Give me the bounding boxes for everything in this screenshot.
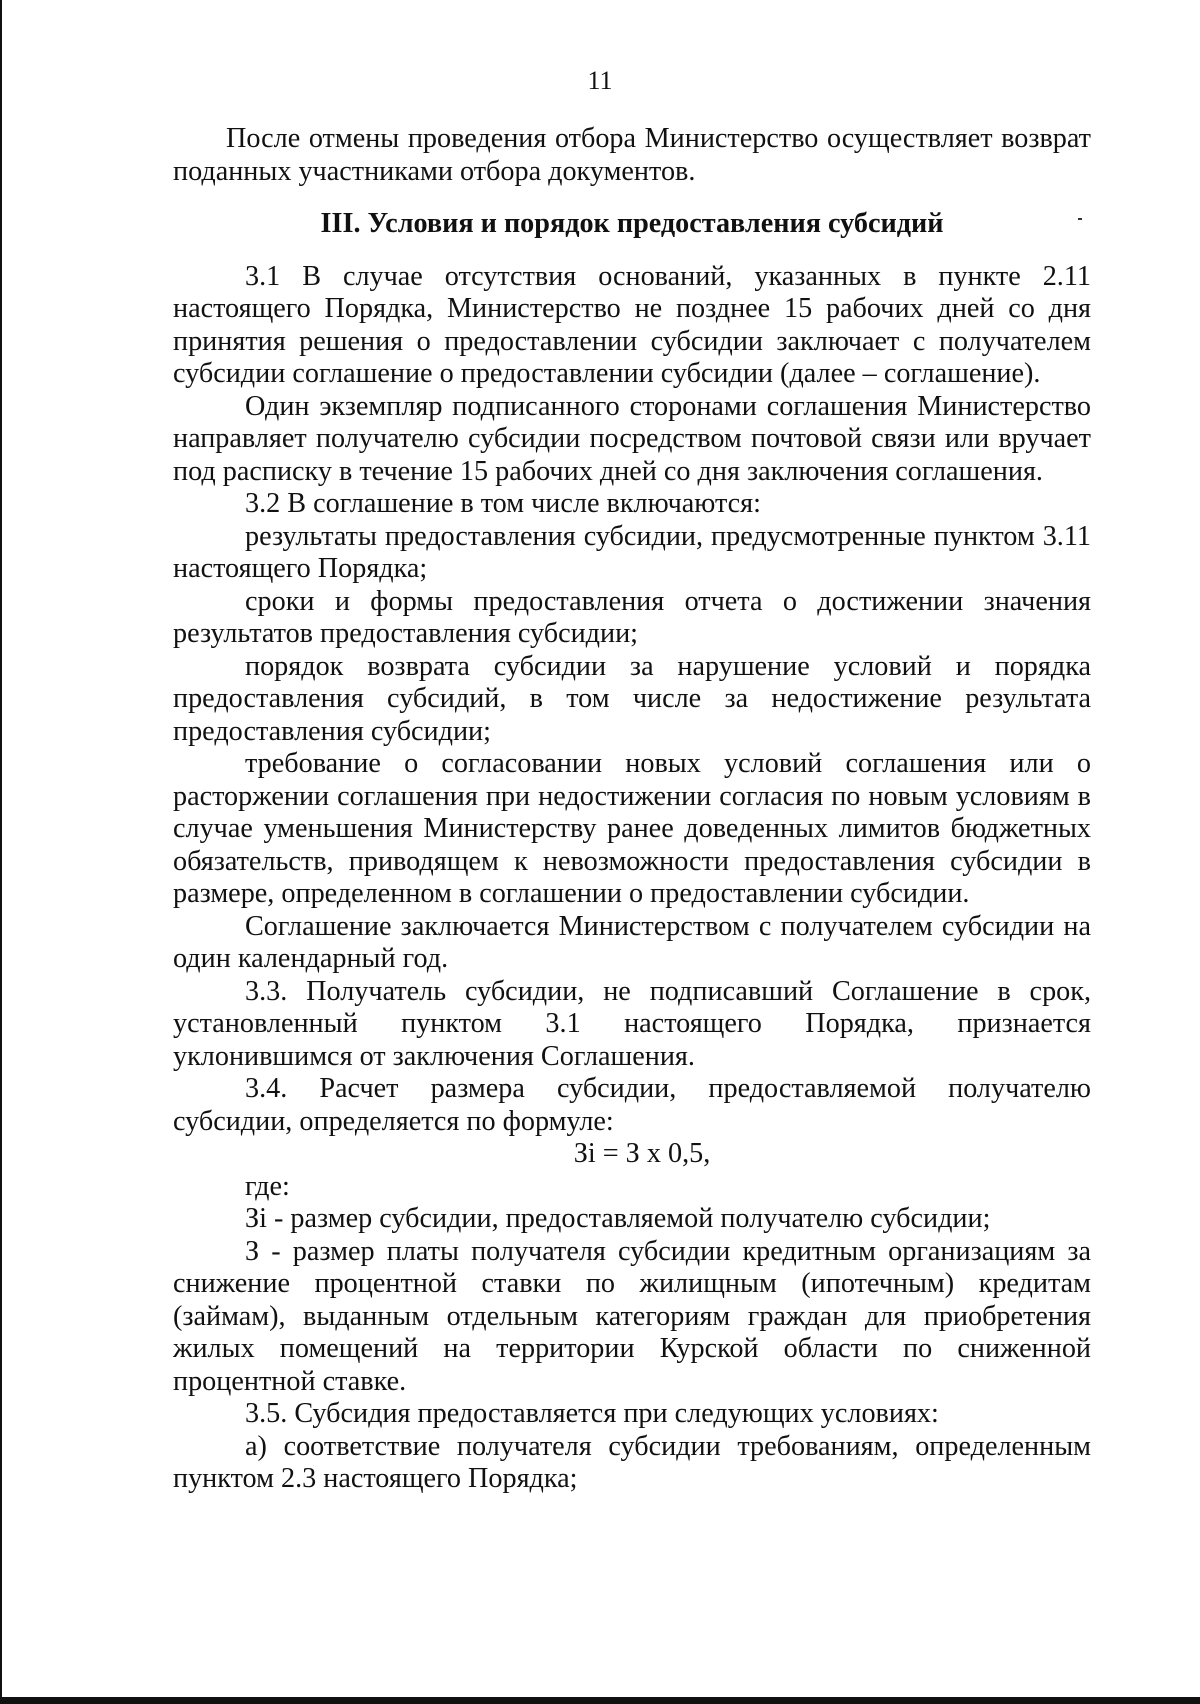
subsidy-formula: Зi = З х 0,5, <box>573 1138 711 1169</box>
paragraph-3-1: 3.1 В случае отсутствия оснований, указанных в пункте 2.11 настоящего Порядка, Министерство не позднее 15 рабочих дней со дня принятия решения о предоставлении субсидии заключает с получателем субсидии соглашение о предоставлении субсидии (далее – соглашение). <box>173 260 1091 389</box>
paragraph-3-5: 3.5. Субсидия предоставляется при следующих условиях: <box>245 1398 939 1429</box>
intro-paragraph: После отмены проведения отбора Министерство осуществляет возврат поданных участниками отбора документов. <box>173 123 1091 187</box>
paragraph-return-procedure: порядок возврата субсидии за нарушение условий и порядка предоставления субсидий, в том числе за недостижение результата предоставления субсидии; <box>173 650 1091 747</box>
paragraph-z-definition: З - размер платы получателя субсидии кредитным организациям за снижение процентной ставки по жилищным (ипотечным) кредитам (займам), выданным отдельным категориям граждан для приобретения жилых помещений на территории Курской области по сниженной процентной ставке. <box>173 1235 1091 1397</box>
paragraph-where: где: <box>245 1170 290 1202</box>
paragraph-agreement-term: Соглашение заключается Министерством с получателем субсидии на один календарный год. <box>173 910 1091 974</box>
scan-left-edge <box>0 0 2 1704</box>
section-title: III. Условия и порядок предоставления субсидий <box>320 208 944 239</box>
paragraph-3-3: 3.3. Получатель субсидии, не подписавший Соглашение в срок, установленный пунктом 3.1 настоящего Порядка, признается уклонившимся от заключения Соглашения. <box>173 975 1091 1072</box>
paragraph-new-conditions: требование о согласовании новых условий соглашения или о расторжении соглашения при недостижении согласия по новым условиям в случае уменьшения Министерству ранее доведенных лимитов бюджетных обязательств, приводящем к невозможности предоставления субсидии в размере, определенном в соглашении о предоставлении субсидии. <box>173 748 1091 909</box>
paragraph-zi-definition: Зi - размер субсидии, предоставляемой получателю субсидии; <box>245 1203 991 1234</box>
paragraph-3-2: 3.2 В соглашение в том числе включаются: <box>245 488 761 519</box>
document-body <box>173 123 1091 1496</box>
paragraph-results: результаты предоставления субсидии, предусмотренные пунктом 3.11 настоящего Порядка; <box>173 520 1091 584</box>
paragraph-report-terms: сроки и формы предоставления отчета о достижении значения результатов предоставления субсидии; <box>173 585 1091 649</box>
scan-bottom-edge <box>0 1697 1200 1704</box>
paragraph-condition-a: а) соответствие получателя субсидии требованиям, определенным пунктом 2.3 настоящего Порядка; <box>173 1430 1091 1494</box>
page-number: 11 <box>587 66 613 95</box>
paragraph-agreement-copy: Один экземпляр подписанного сторонами соглашения Министерство направляет получателю субсидии посредством почтовой связи или вручает под расписку в течение 15 рабочих дней со дня заключения соглашения. <box>173 390 1091 487</box>
paragraph-3-4: 3.4. Расчет размера субсидии, предоставляемой получателю субсидии, определяется по формуле: <box>173 1073 1091 1137</box>
